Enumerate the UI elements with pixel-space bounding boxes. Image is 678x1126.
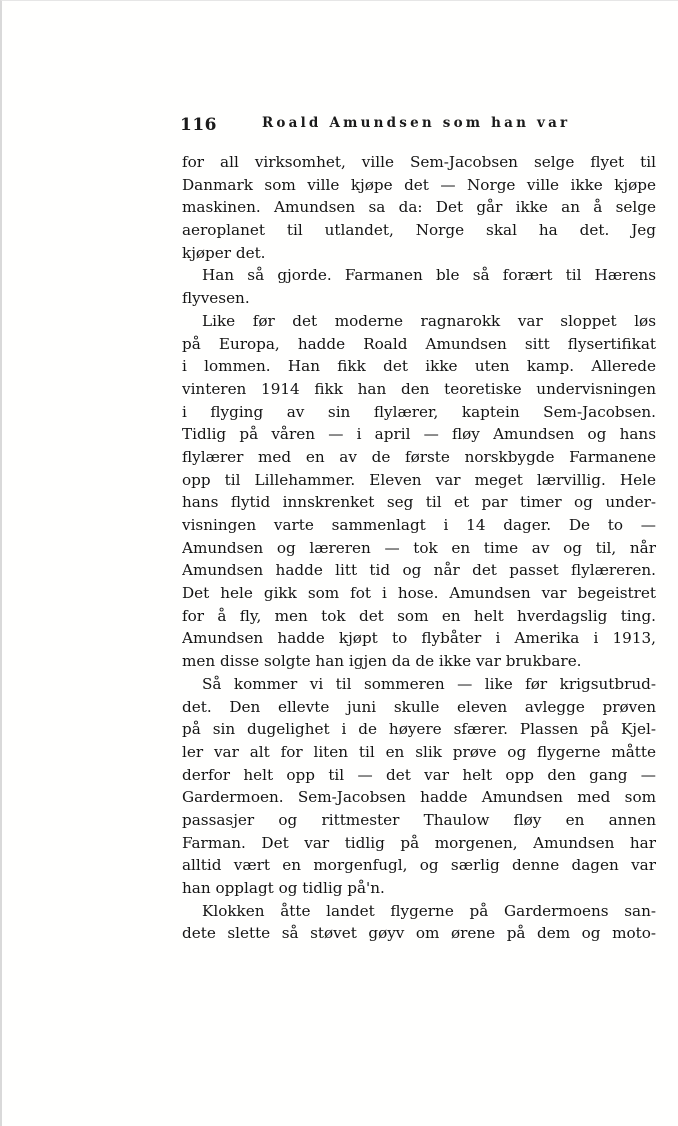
text-line: passasjer og rittmester Thaulow fløy en annen [182, 810, 656, 829]
text-line: Like før det moderne ragnarokk var sloppet løs [202, 311, 656, 330]
text-line: Han så gjorde. Farmanen ble så forært til Hærens [202, 266, 656, 285]
text-line: kjøper det. [182, 243, 266, 262]
text-line: i lommen. Han fikk det ikke uten kamp. Allerede [182, 357, 656, 376]
text-line: for all virksomhet, ville Sem-Jacobsen selge flyet til [182, 153, 656, 171]
text-line: Amundsen og læreren — tok en time av og til, når [182, 538, 656, 557]
text-line: Klokken åtte landet flygerne på Gardermoens san- [202, 901, 656, 920]
text-line: Farman. Det var tidlig på morgenen, Amundsen har [182, 833, 656, 852]
body-text [182, 151, 656, 945]
text-line: Så kommer vi til sommeren — like før krigsutbrud- [202, 674, 656, 693]
text-line: derfor helt opp til — det var helt opp den gang — [182, 765, 656, 784]
text-line: Danmark som ville kjøpe det — Norge ville ikke kjøpe [182, 175, 656, 194]
text-line: hans flytid innskrenket seg til et par timer og under- [182, 493, 656, 512]
text-line: vinteren 1914 fikk han den teoretiske undervisningen [182, 379, 656, 398]
text-line: på Europa, hadde Roald Amundsen sitt flysertifikat [182, 334, 656, 353]
text-line: visningen varte sammenlagt i 14 dager. De to — [182, 516, 656, 534]
text-line: for å fly, men tok det som en helt hverdagslig ting. [182, 606, 656, 625]
text-line: flylærer med en av de første norskbygde Farmanene [182, 447, 656, 466]
text-line: Tidlig på våren — i april — fløy Amundsen og hans [182, 425, 656, 444]
text-line: dete slette så støvet gøyv om ørene på dem og moto- [182, 924, 656, 943]
text-line: alltid vært en morgenfugl, og særlig denne dagen var [182, 856, 656, 875]
text-line: opp til Lillehammer. Eleven var meget lærvillig. Hele [182, 470, 656, 489]
page-header [180, 113, 658, 137]
text-line: Gardermoen. Sem-Jacobsen hadde Amundsen med som [182, 788, 656, 807]
text-line: flyvesen. [182, 289, 250, 308]
page-number: 116 [180, 115, 217, 135]
text-line: han opplagt og tidlig på'n. [182, 879, 385, 897]
text-line: på sin dugelighet i de høyere sfærer. Plassen på Kjel- [182, 720, 656, 739]
running-title: Roald Amundsen som han var [262, 115, 571, 131]
text-line: Amundsen hadde litt tid og når det passet flylæreren. [182, 561, 656, 580]
text-line: men disse solgte han igjen da de ikke var brukbare. [182, 652, 582, 671]
text-line: Amundsen hadde kjøpt to flybåter i Amerika i 1913, [182, 629, 656, 648]
text-line: maskinen. Amundsen sa da: Det går ikke an å selge [182, 198, 656, 217]
text-line: Det hele gikk som fot i hose. Amundsen var begeistret [182, 584, 656, 603]
text-line: det. Den ellevte juni skulle eleven avlegge prøven [182, 697, 656, 716]
text-line: aeroplanet til utlandet, Norge skal ha det. Jeg [182, 221, 656, 240]
text-line: ler var alt for liten til en slik prøve og flygerne måtte [182, 742, 656, 761]
text-line: i flyging av sin flylærer, kaptein Sem-Jacobsen. [182, 402, 656, 421]
